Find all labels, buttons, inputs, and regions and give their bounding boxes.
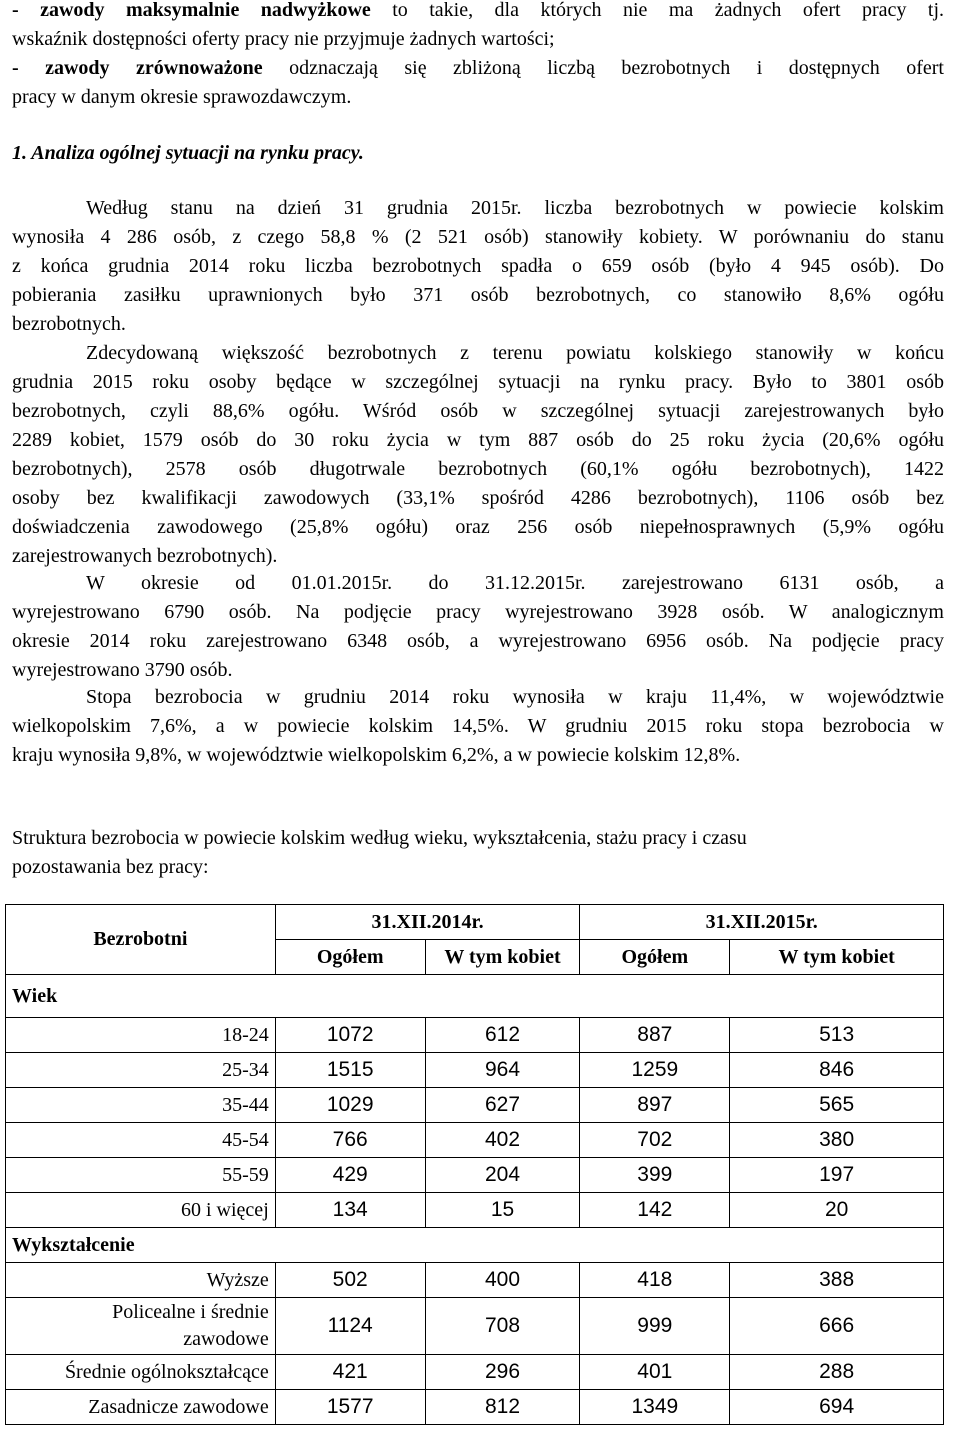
row-label: Policealne i średnie zawodowe [6, 1298, 276, 1355]
intro-line-3: - zawody zrównoważone odznaczają się zbliżoną liczbą bezrobotnych i dostępnych ofert [12, 57, 944, 79]
cell-value: 134 [275, 1193, 425, 1228]
body-line: osoby bez kwalifikacji zawodowych (33,1% spośród 4286 bezrobotnych), 1106 osób bez [12, 487, 944, 509]
corner-label: Bezrobotni [6, 905, 276, 975]
body-line: bezrobotnych), 2578 osób długotrwale bezrobotnych (60,1% ogółu bezrobotnych), 1422 [12, 458, 944, 480]
cell-value: 288 [730, 1355, 944, 1390]
body-line: wyrejestrowano 3790 osób. [12, 659, 233, 681]
cell-value: 1072 [275, 1018, 425, 1053]
intro-line-4: pracy w danym okresie sprawozdawczym. [12, 86, 352, 108]
section-row-age [6, 975, 944, 1018]
table-row [6, 1298, 944, 1355]
row-label: 35-44 [6, 1088, 276, 1123]
body-line: Stopa bezrobocia w grudniu 2014 roku wynosiła w kraju 11,4%, w województwie [86, 686, 944, 708]
col-women-2014: W tym kobiet [425, 940, 580, 975]
cell-value: 666 [730, 1298, 944, 1355]
row-label: Zasadnicze zawodowe [6, 1390, 276, 1425]
cell-value: 999 [580, 1298, 730, 1355]
cell-value: 565 [730, 1088, 944, 1123]
cell-value: 142 [580, 1193, 730, 1228]
cell-value: 513 [730, 1018, 944, 1053]
table-row [6, 1053, 944, 1088]
cell-value: 887 [580, 1018, 730, 1053]
row-label: 18-24 [6, 1018, 276, 1053]
body-line: bezrobotnych. [12, 313, 126, 335]
table-row [6, 1158, 944, 1193]
cell-value: 1259 [580, 1053, 730, 1088]
cell-value: 1577 [275, 1390, 425, 1425]
body-line: z końca grudnia 2014 roku liczba bezrobotnych spadła o 659 osób (było 4 945 osób). Do [12, 255, 944, 277]
cell-value: 708 [425, 1298, 580, 1355]
body-line: W okresie od 01.01.2015r. do 31.12.2015r. zarejestrowano 6131 osób, a [86, 572, 944, 594]
cell-value: 402 [425, 1123, 580, 1158]
cell-value: 1124 [275, 1298, 425, 1355]
row-label: 55-59 [6, 1158, 276, 1193]
cell-value: 388 [730, 1263, 944, 1298]
table-row [6, 1193, 944, 1228]
body-line: okresie 2014 roku zarejestrowano 6348 osób, a wyrejestrowano 6956 osób. Na podjęcie pracy [12, 630, 944, 652]
col-women-2015: W tym kobiet [730, 940, 944, 975]
cell-value: 766 [275, 1123, 425, 1158]
unemployment-structure-table [5, 904, 944, 1425]
cell-value: 197 [730, 1158, 944, 1193]
section-heading: 1. Analiza ogólnej sytuacji na rynku pracy. [12, 142, 364, 164]
table-header-row [6, 905, 944, 940]
row-label: 60 i więcej [6, 1193, 276, 1228]
year-2015-header: 31.XII.2015r. [580, 905, 944, 940]
col-total-2015: Ogółem [580, 940, 730, 975]
body-line: grudnia 2015 roku osoby będące w szczególnej sytuacji na rynku pracy. Było to 3801 osób [12, 371, 944, 393]
table-row [6, 1390, 944, 1425]
row-label: Średnie ogólnokształcące [6, 1355, 276, 1390]
cell-value: 399 [580, 1158, 730, 1193]
table-intro-line: Struktura bezrobocia w powiecie kolskim według wieku, wykształcenia, stażu pracy i czasu [12, 827, 747, 849]
table-row [6, 1018, 944, 1053]
body-line: kraju wynosiła 9,8%, w województwie wielkopolskim 6,2%, a w powiecie kolskim 12,8%. [12, 744, 741, 766]
cell-value: 964 [425, 1053, 580, 1088]
cell-value: 380 [730, 1123, 944, 1158]
cell-value: 204 [425, 1158, 580, 1193]
row-label: 45-54 [6, 1123, 276, 1158]
cell-value: 1515 [275, 1053, 425, 1088]
body-line: Według stanu na dzień 31 grudnia 2015r. liczba bezrobotnych w powiecie kolskim [86, 197, 944, 219]
cell-value: 846 [730, 1053, 944, 1088]
cell-value: 15 [425, 1193, 580, 1228]
section-row-education [6, 1228, 944, 1263]
cell-value: 418 [580, 1263, 730, 1298]
body-line: wyrejestrowano 6790 osób. Na podjęcie pracy wyrejestrowano 3928 osób. W analogicznym [12, 601, 944, 623]
cell-value: 400 [425, 1263, 580, 1298]
table-row [6, 1355, 944, 1390]
cell-value: 421 [275, 1355, 425, 1390]
cell-value: 429 [275, 1158, 425, 1193]
body-line: bezrobotnych, czyli 88,6% ogółu. Wśród osób w szczególnej sytuacji zarejestrowanych było [12, 400, 944, 422]
body-line: doświadczenia zawodowego (25,8% ogółu) oraz 256 osób niepełnosprawnych (5,9% ogółu [12, 516, 944, 538]
table-row [6, 1088, 944, 1123]
table-row [6, 1123, 944, 1158]
cell-value: 612 [425, 1018, 580, 1053]
age-section-label: Wiek [6, 975, 944, 1018]
cell-value: 1349 [580, 1390, 730, 1425]
body-line: wynosiła 4 286 osób, z czego 58,8 % (2 521 osób) stanowiły kobiety. W porównaniu do stanu [12, 226, 944, 248]
cell-value: 296 [425, 1355, 580, 1390]
cell-value: 502 [275, 1263, 425, 1298]
intro-line-1: - zawody maksymalnie nadwyżkowe to takie, dla których nie ma żadnych ofert pracy tj. [12, 0, 944, 21]
row-label: Wyższe [6, 1263, 276, 1298]
row-label: 25-34 [6, 1053, 276, 1088]
cell-value: 627 [425, 1088, 580, 1123]
table-row [6, 1263, 944, 1298]
body-line: wielkopolskim 7,6%, a w powiecie kolskim 14,5%. W grudniu 2015 roku stopa bezrobocia w [12, 715, 944, 737]
cell-value: 20 [730, 1193, 944, 1228]
body-line: 2289 kobiet, 1579 osób do 30 roku życia w tym 887 osób do 25 roku życia (20,6% ogółu [12, 429, 944, 451]
table-intro-line: pozostawania bez pracy: [12, 856, 209, 878]
body-line: zarejestrowanych bezrobotnych). [12, 545, 278, 567]
cell-value: 694 [730, 1390, 944, 1425]
cell-value: 897 [580, 1088, 730, 1123]
cell-value: 1029 [275, 1088, 425, 1123]
education-section-label: Wykształcenie [6, 1228, 944, 1263]
body-line: pobierania zasiłku uprawnionych było 371 osób bezrobotnych, co stanowiło 8,6% ogółu [12, 284, 944, 306]
col-total-2014: Ogółem [275, 940, 425, 975]
year-2014-header: 31.XII.2014r. [275, 905, 580, 940]
cell-value: 401 [580, 1355, 730, 1390]
cell-value: 812 [425, 1390, 580, 1425]
intro-line-2: wskaźnik dostępności oferty pracy nie przyjmuje żadnych wartości; [12, 28, 555, 50]
body-line: Zdecydowaną większość bezrobotnych z terenu powiatu kolskiego stanowiły w końcu [86, 342, 944, 364]
cell-value: 702 [580, 1123, 730, 1158]
